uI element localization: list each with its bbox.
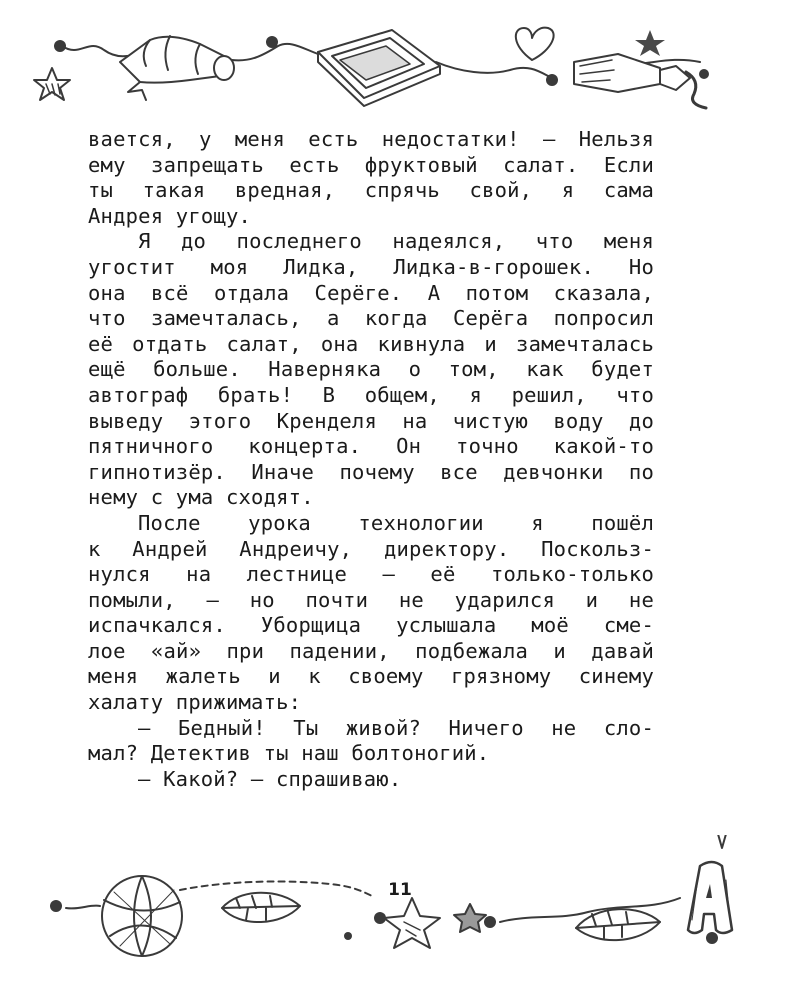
text-line: нулся на лестнице — её только-только [88,562,654,587]
text-line: — Какой? — спрашиваю. [138,766,402,791]
top-doodle-border [0,0,800,120]
text-line: помыли, — но почти не ударился и не [88,587,654,612]
text-line: ещё больше. Наверняка о том, как будет [88,357,654,382]
text-line: она всё отдала Серёге. А потом сказала, [88,280,654,305]
text-line: Андрея угощу. [88,203,252,228]
toothpaste-icon [574,54,706,108]
star-icon [34,68,70,100]
text-line: выведу этого Кренделя на чистую воду до [88,408,654,433]
star-icon [384,898,440,948]
text-line: меня жалеть и к своему грязному синему [88,664,654,689]
text-line: к Андрей Андреичу, директору. Поскольз- [88,536,654,561]
book-icon [318,30,440,106]
text-line: вается, у меня есть недостатки! — Нельзя [88,127,654,151]
text-line: Я до последнего надеялся, что меня [138,229,654,254]
leaf-icon [576,909,660,940]
text-line: ты такая вредная, спрячь свой, я сама [88,178,654,203]
text-line: халату прижимать: [88,690,302,715]
text-line: ему запрещать есть фруктовый салат. Если [88,152,654,177]
bottom-doodle-border [0,835,800,1000]
text-line: мал? Детектив ты наш болтоногий. [88,741,490,766]
text-line: угостит моя Лидка, Лидка-в-горошек. Но [88,254,654,279]
sparkle-icon [704,835,740,848]
page-number: 11 [388,880,412,900]
text-line: лое «ай» при падении, подбежала и давай [88,638,654,663]
text-line: гипнотизёр. Иначе почему все девчонки по [88,459,654,484]
text-line: что замечталась, а когда Серёга попросил [88,306,654,331]
main-text [88,127,654,792]
star-filled-icon [635,30,665,56]
text-line: После урока технологии я пошёл [138,510,654,535]
text-line: автограф брать! В общем, я решил, что [88,382,654,407]
leaf-icon [222,893,300,922]
star-filled-icon [454,904,486,932]
text-line: нему с ума сходят. [88,485,314,510]
text-line: — Бедный! Ты живой? Ничего не сло- [138,715,654,740]
scroll-icon [120,36,234,100]
letter-a-icon [688,862,732,933]
text-line: испачкался. Уборщица услышала моё сме- [88,613,654,638]
heart-icon [516,28,554,60]
text-line: её отдать салат, она кивнула и замечталась [88,331,654,356]
text-line: пятничного концерта. Он точно какой-то [88,434,654,459]
basketball-icon [102,876,182,956]
